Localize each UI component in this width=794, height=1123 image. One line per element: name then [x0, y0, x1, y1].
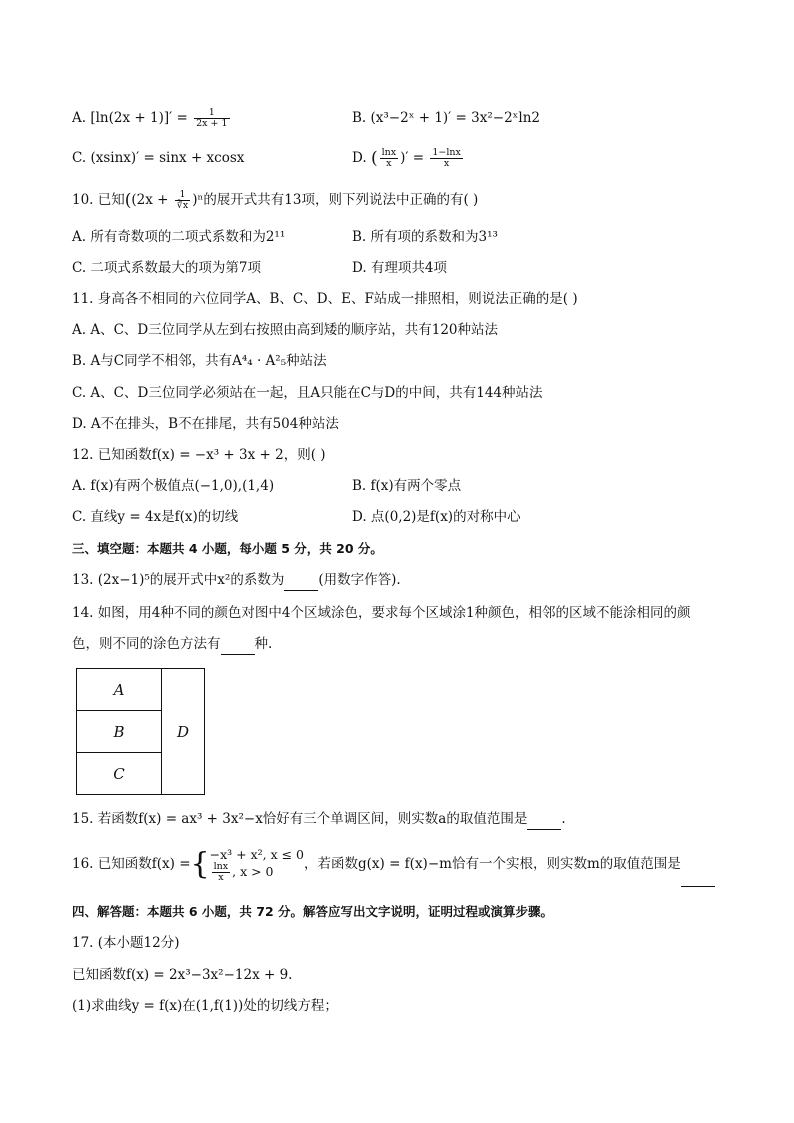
q9-option-a: [72, 108, 232, 129]
case-1: −x³ + x², x ≤ 0: [209, 846, 304, 862]
question-text: 13. (2x−1)⁵的展开式中x²的系数为: [72, 572, 285, 588]
section-heading-fill-in: 三、填空题：本题共 4 小题，每小题 5 分，共 20 分。: [72, 541, 383, 556]
q17-part1: (1)求曲线y = f(x)在(1,f(1))处的切线方程；: [72, 998, 338, 1014]
section-heading-solutions: 四、解答题：本题共 6 小题，共 72 分。解答应写出文字说明，证明过程或演算步骤。: [72, 904, 554, 919]
option-label: D.: [352, 150, 367, 166]
q12-option-a: A. f(x)有两个极值点(−1,0),(1,4): [72, 478, 275, 494]
q9-option-b: [352, 108, 540, 128]
numerator: 1−lnx: [432, 147, 461, 158]
question-text: 色，则不同的涂色方法有: [72, 636, 221, 652]
fraction: [430, 148, 463, 169]
numerator: 1: [175, 190, 190, 201]
q10-option-c: C. 二项式系数最大的项为第7项: [72, 260, 262, 276]
answer-blank[interactable]: [221, 634, 255, 655]
question-text: 16. 已知函数f(x) =: [72, 856, 191, 872]
option-text: )′ =: [400, 150, 425, 166]
q12-option-d: D. 点(0,2)是f(x)的对称中心: [352, 509, 521, 525]
denominator: x: [386, 158, 392, 169]
question-text: .: [561, 811, 566, 827]
q10-option-a: A. 所有奇数项的二项式系数和为2¹¹: [72, 229, 286, 245]
q9-option-c: [72, 148, 244, 168]
answer-blank[interactable]: [527, 809, 561, 830]
region-a: A: [77, 669, 162, 711]
q13: [72, 570, 401, 591]
q10-option-d: D. 有理项共4项: [352, 260, 448, 276]
question-text: 10. 已知: [72, 192, 125, 208]
q10-option-b: B. 所有项的系数和为3¹³: [352, 229, 498, 245]
fraction: [380, 148, 399, 169]
denominator: 2x + 1: [196, 118, 228, 129]
q14-line2: [72, 634, 272, 655]
math-expr: (2x +: [131, 192, 169, 208]
q11-option-a: A. A、C、D三位同学从左到右按照由高到矮的顺序站，共有120种站法: [72, 322, 499, 338]
q14-line1: 14. 如图，用4种不同的颜色对图中4个区域涂色，要求每个区域涂1种颜色，相邻的区域不能涂相同的颜: [72, 605, 691, 621]
numerator: lnx: [381, 147, 397, 158]
option-label: C.: [72, 150, 87, 166]
math-expr: )ⁿ: [192, 192, 204, 208]
q11-option-c: C. A、C、D三位同学必须站在一起，且A只能在C与D的中间，共有144种站法: [72, 385, 543, 401]
question-text: 的展开式共有13项，则下列说法中正确的有( ): [203, 192, 479, 208]
fraction: [212, 862, 231, 883]
region-b: B: [77, 711, 162, 753]
denominator: ∛x: [176, 200, 189, 211]
question-text: ，若函数g(x) = f(x)−m恰有一个实根，则实数m的取值范围是: [304, 856, 681, 872]
option-text: (xsinx)′ = sinx + xcosx: [90, 150, 245, 166]
option-label: B.: [352, 110, 367, 126]
option-label: A.: [72, 110, 87, 126]
q16: [72, 842, 715, 887]
q17-header: 17. (本小题12分): [72, 935, 180, 951]
case-condition: , x > 0: [232, 863, 274, 879]
q9-option-d: D. ( $\frac{\ln x}{x}$ )′ = $\frac{1-\ln x}{x}$: [352, 147, 461, 169]
question-text: 种.: [254, 636, 273, 652]
denominator: x: [443, 158, 450, 169]
q17-stem: 已知函数f(x) = 2x³−3x²−12x + 9.: [72, 967, 293, 983]
question-text: 15. 若函数f(x) = ax³ + 3x²−x恰好有三个单调区间，则实数a的取值范围是: [72, 811, 528, 827]
fraction: [194, 108, 229, 129]
numerator: lnx: [213, 860, 229, 872]
q10-stem: 10. 已知((2x + $\frac{1}{∛x}$ )ⁿ的展开式共有13项，则下列说法中正确的有( ): [72, 189, 479, 211]
answer-blank[interactable]: [284, 570, 318, 591]
question-text: (用数字作答).: [318, 572, 401, 588]
case-2: [210, 862, 304, 883]
numerator: 1: [194, 108, 229, 119]
region-c: C: [77, 753, 162, 795]
fraction: [175, 190, 190, 211]
q11-stem: 11. 身高各不相同的六位同学A、B、C、D、E、F站成一排照相，则说法正确的是( ): [72, 291, 578, 307]
piecewise-cases: [210, 847, 304, 883]
q12-stem: 12. 已知函数f(x) = −x³ + 3x + 2，则( ): [72, 447, 326, 463]
coloring-region-figure: [76, 668, 205, 795]
q11-option-b: B. A与C同学不相邻，共有A⁴₄ · A²₅种站法: [72, 353, 327, 369]
denominator: x: [218, 871, 224, 883]
option-text: (x³−2ˣ + 1)′ = 3x²−2ˣln2: [370, 110, 540, 126]
answer-blank[interactable]: [681, 842, 715, 887]
q11-option-d: D. A不在排头，B不在排尾，共有504种站法: [72, 416, 339, 432]
region-d: D: [162, 669, 205, 795]
q15: [72, 809, 566, 830]
q12-option-c: C. 直线y = 4x是f(x)的切线: [72, 509, 239, 525]
brace: {: [190, 846, 210, 882]
q12-option-b: B. f(x)有两个零点: [352, 478, 462, 494]
option-text: [ln(2x + 1)]′ =: [90, 110, 188, 126]
